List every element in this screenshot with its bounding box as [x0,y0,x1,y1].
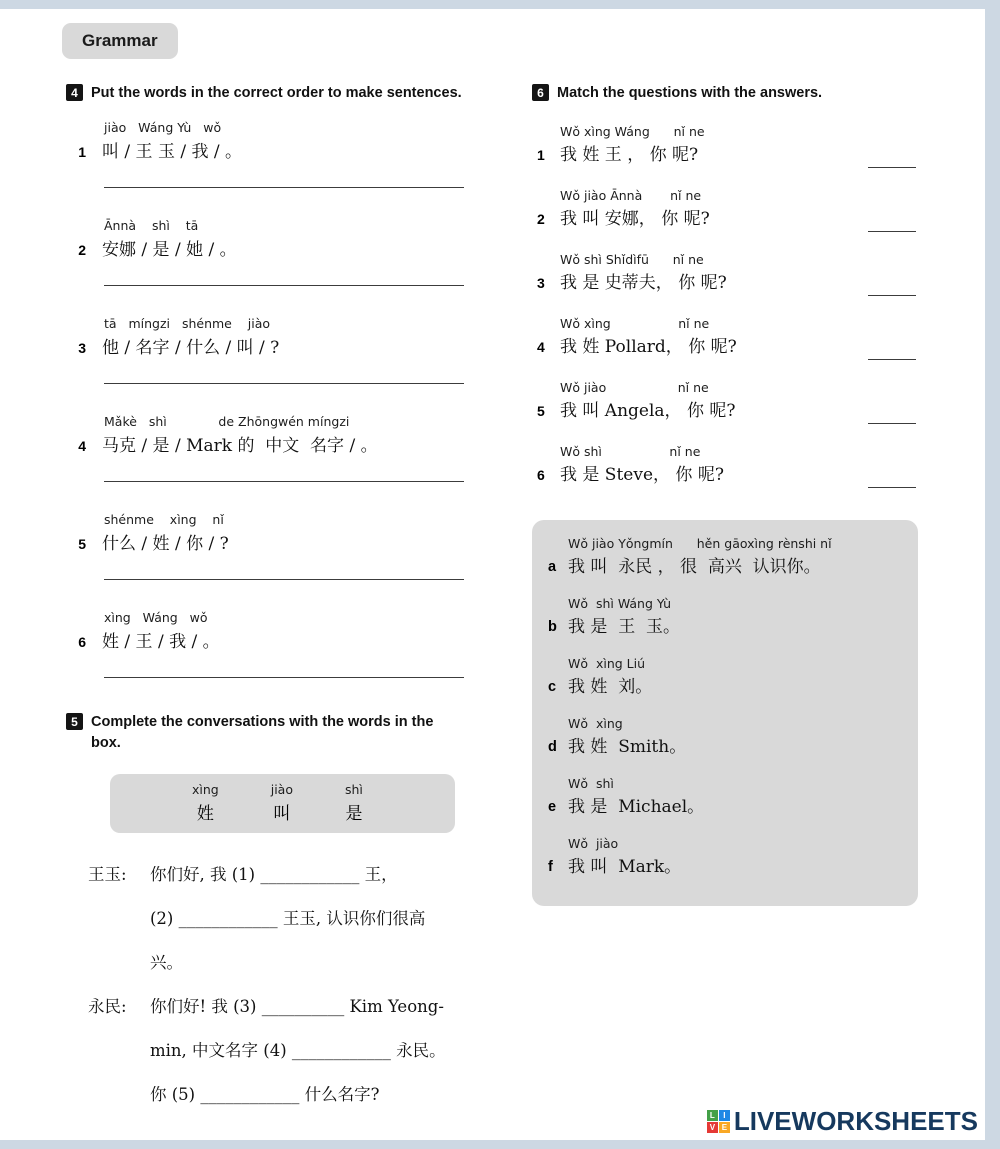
answer-option-f [546,836,904,879]
question-number: 4 [78,438,86,455]
question-text: 我 叫 Angela， 你 呢? [560,401,736,422]
word-character: 姓 [196,804,214,825]
speaker-label [88,1083,150,1107]
pinyin-line: Wǒ shì [568,776,614,792]
answer-letter: b [548,619,557,636]
answer-write-line[interactable] [104,285,464,286]
logo-square-i: I [719,1110,730,1121]
match-question-5 [532,380,918,424]
question-number: 1 [78,144,86,161]
word-bank [110,774,455,833]
answers-box [532,520,918,906]
conversation-line-1 [88,863,470,887]
worksheet-columns [0,83,985,1127]
logo-square-v: V [707,1122,718,1133]
answer-text: 我 姓 Smith。 [568,737,687,758]
question-number: 5 [537,403,545,420]
match-question-6 [532,444,918,488]
pinyin-line: Wǒ jiào Ānnà nǐ ne [560,188,702,204]
pinyin-line: Wǒ jiào nǐ ne [560,380,709,396]
pinyin-line: Wǒ xìng Liú [568,656,646,672]
question-number: 5 [78,536,86,553]
match-answer-blank[interactable] [868,469,916,488]
pinyin-line: shénme xìng nǐ [104,512,224,528]
question-text: 我 姓 Pollard， 你 呢? [560,337,737,358]
pinyin-line: Wǒ xìng [568,716,623,732]
logo-square-l: L [707,1110,718,1121]
question-number: 2 [537,211,545,228]
liveworksheets-logo[interactable] [703,1104,982,1139]
right-column [532,83,918,1127]
pinyin-line: Ānnà shì tā [104,218,199,234]
exercise-5-number-badge: 5 [66,713,83,730]
answer-write-line[interactable] [104,383,464,384]
word-bank-item-xing [192,782,219,824]
speaker-label: 王玉: [88,865,127,885]
conversation-line-2 [88,907,470,931]
conversation-text: 兴。 [150,953,183,973]
pinyin-line: Wǒ xìng Wáng nǐ ne [560,124,705,140]
exercise-4-title: Put the words in the correct order to make sentences. [91,85,462,101]
reorder-question-2 [66,218,470,286]
word-character: 是 [345,804,363,825]
conversation-line-3 [88,951,470,975]
answer-option-c [546,656,904,699]
match-answer-blank[interactable] [868,405,916,424]
match-question-4 [532,316,918,360]
speaker-label [88,907,150,931]
question-text: 安娜 / 是 / 她 / 。 [102,240,237,261]
question-number: 3 [78,340,86,357]
answer-option-d [546,716,904,759]
pinyin-line: tā míngzi shénme jiào [104,316,271,332]
question-text: 我 叫 安娜， 你 呢? [560,209,710,230]
word-pinyin: xìng [192,782,219,798]
conversation-line-6 [88,1083,470,1107]
pinyin-line: Wǒ shì nǐ ne [560,444,701,460]
question-number: 3 [537,275,545,292]
conversation-text-with-blank[interactable]: 你 (5) ____________ 什么名字? [150,1085,380,1105]
question-number: 6 [537,467,545,484]
answer-text: 我 叫 永民 ， 很 高兴 认识你。 [568,557,821,578]
match-answer-blank[interactable] [868,213,916,232]
question-number: 2 [78,242,86,259]
answer-text: 我 是 Michael。 [568,797,705,818]
answer-text: 我 叫 Mark。 [568,857,682,878]
question-text: 什么 / 姓 / 你 / ? [102,534,229,555]
answer-write-line[interactable] [104,579,464,580]
match-answer-blank[interactable] [868,277,916,296]
match-question-1 [532,124,918,168]
question-text: 马克 / 是 / Mark 的 中文 名字 / 。 [102,436,378,457]
worksheet-page [0,9,985,1140]
pinyin-line: jiào Wáng Yù wǒ [104,120,222,136]
answer-letter: c [548,679,557,696]
word-pinyin: shì [345,782,363,798]
liveworksheets-logo-icon [707,1110,730,1133]
match-question-2 [532,188,918,232]
exercise-4-header [66,83,470,104]
pinyin-line: Wǒ shì Wáng Yù [568,596,672,612]
exercise-6-header [532,83,918,104]
answer-option-e [546,776,904,819]
question-text: 他 / 名字 / 什么 / 叫 / ? [102,338,280,359]
exercise-6-number-badge: 6 [532,84,549,101]
speaker-label [88,951,150,975]
reorder-question-5 [66,512,470,580]
answer-text: 我 姓 刘。 [568,677,653,698]
question-number: 4 [537,339,545,356]
reorder-question-3 [66,316,470,384]
grammar-section-label: Grammar [62,23,178,59]
match-question-3 [532,252,918,296]
exercise-6-title: Match the questions with the answers. [557,85,823,101]
answer-write-line[interactable] [104,187,464,188]
question-number: 6 [78,634,86,651]
reorder-question-1 [66,120,470,188]
reorder-question-4 [66,414,470,482]
conversation-text-with-blank[interactable]: min, 中文名字 (4) ____________ 永民。 [150,1041,446,1061]
pinyin-line: Wǒ jiào [568,836,619,852]
conversation [88,863,470,1107]
match-answer-blank[interactable] [868,341,916,360]
pinyin-line: Wǒ shì Shǐdìfū nǐ ne [560,252,704,268]
answer-letter: d [548,739,557,756]
word-pinyin: jiào [270,782,293,798]
question-text: 姓 / 王 / 我 / 。 [102,632,220,653]
answer-text: 我 是 王 玉。 [568,617,681,638]
exercise-5-title: Complete the conversations with the words in the box. [91,714,434,752]
exercise-4-number-badge: 4 [66,84,83,101]
conversation-text-with-blank[interactable]: (2) ____________ 王玉, 认识你们很高 [150,909,426,929]
answer-option-a [546,536,904,579]
pinyin-line: xìng Wáng wǒ [104,610,208,626]
word-bank-item-jiao [271,782,293,824]
exercise-5-header [66,712,470,754]
speaker-label: 永民: [88,997,127,1017]
conversation-text-with-blank[interactable]: 你们好! 我 (3) __________ Kim Yeong- [150,997,444,1017]
conversation-line-4 [88,995,470,1019]
answer-option-b [546,596,904,639]
question-text: 叫 / 王 玉 / 我 / 。 [102,142,243,163]
logo-text: LIVEWORKSHEETS [733,1106,978,1136]
question-text: 我 姓 王 ， 你 呢? [560,145,699,166]
pinyin-line: Wǒ xìng nǐ ne [560,316,710,332]
exercise-5-section [66,712,470,1107]
logo-square-e: E [719,1122,730,1133]
word-bank-item-shi [345,782,363,824]
speaker-label [88,1039,150,1063]
pinyin-line: Wǒ jiào Yǒngmín hěn gāoxìng rènshi nǐ [568,536,832,552]
question-text: 我 是 史蒂夫， 你 呢? [560,273,727,294]
answer-letter: e [548,799,557,816]
conversation-line-5 [88,1039,470,1063]
answer-write-line[interactable] [104,481,464,482]
left-column [66,83,470,1127]
match-answer-blank[interactable] [868,149,916,168]
conversation-text-with-blank[interactable]: 你们好, 我 (1) ____________ 王， [150,865,398,885]
reorder-question-6 [66,610,470,678]
answer-letter: a [548,559,557,576]
answer-letter: f [548,859,553,876]
pinyin-line: Mǎkè shì de Zhōngwén míngzi [104,414,350,430]
word-character: 叫 [273,804,291,825]
answer-write-line[interactable] [104,677,464,678]
question-number: 1 [537,147,545,164]
question-text: 我 是 Steve， 你 呢? [560,465,724,486]
